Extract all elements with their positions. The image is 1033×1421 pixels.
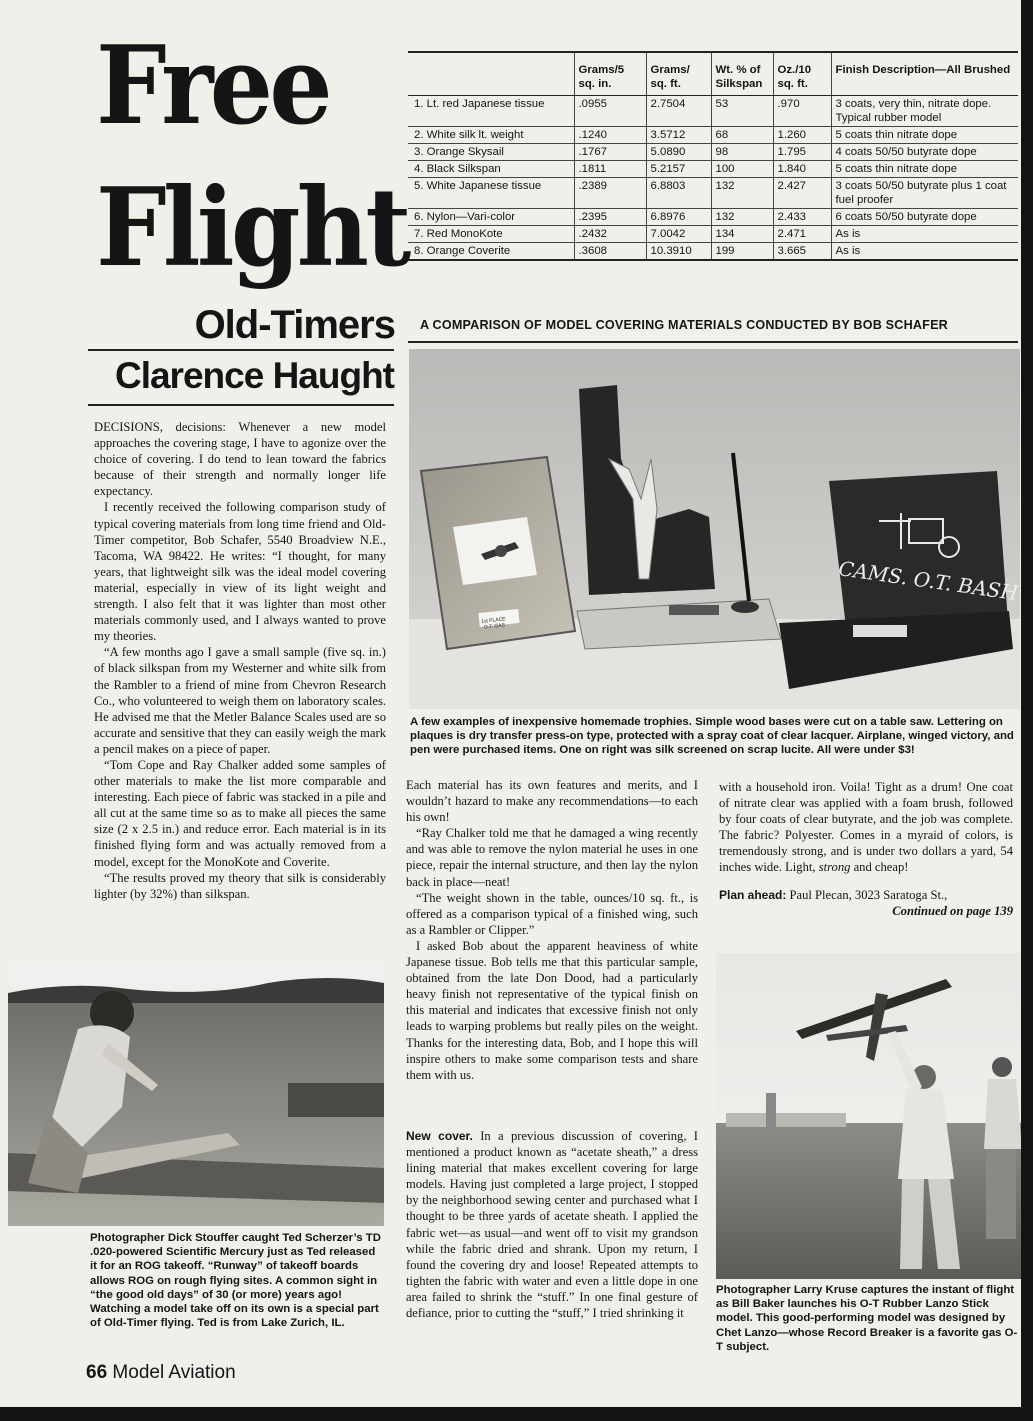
section-text: Paul Plecan, 3023 Saratoga St., — [789, 887, 948, 902]
material-name-cell: 4. Black Silkspan — [408, 161, 574, 178]
page-number: 66 — [86, 1362, 108, 1383]
table-cell: 2.427 — [773, 178, 831, 209]
plaque-text-2: O.T. GAS — [483, 622, 506, 631]
baker-caption: Photographer Larry Kruse captures the instant of flight as Bill Baker launches his O-T Rubber Lanzo Stick model. This good-performing model was designed by Chet Lanzo—whose Record Breaker is a favorite gas O-T subject. — [716, 1284, 1018, 1353]
table-row — [408, 127, 1018, 144]
table-caption: A COMPARISON OF MODEL COVERING MATERIALS CONDUCTED BY BOB SCHAFER — [420, 318, 948, 332]
table-cell: 132 — [711, 209, 773, 226]
table-cell: 100 — [711, 161, 773, 178]
table-cell: 6.8803 — [646, 178, 711, 209]
table-cell: .2389 — [574, 178, 646, 209]
table-cell: 3.665 — [773, 243, 831, 261]
continued-note: Continued on page 139 — [892, 903, 1013, 918]
table-row — [408, 226, 1018, 243]
table-cell: 1.795 — [773, 144, 831, 161]
table-row — [408, 161, 1018, 178]
table-cell: As is — [831, 243, 1018, 261]
article-column-1 — [94, 419, 386, 902]
table-cell: 132 — [711, 178, 773, 209]
paragraph: “The weight shown in the table, ounces/10 sq. ft., is offered as a comparison typical of a finished wing, such as a Rambler or Clipper.” — [406, 890, 698, 937]
table-row — [408, 144, 1018, 161]
table-cell: 53 — [711, 96, 773, 127]
plaque-text-1: 1st PLACE — [480, 616, 506, 625]
paragraph: “A few months ago I gave a small sample (five sq. in.) of black silkspan from my Westerner and white silk from the Rambler to a friend of mine from Chevron Research Co., who volunteered to weigh them on laboratory scales. He advised me that the Metler Balance Scales used are so accurate and sensitive that they can easily weigh the mark a pencil makes on a piece of paper. — [94, 645, 386, 756]
table-cell: 3.5712 — [646, 127, 711, 144]
paragraph — [719, 779, 1013, 876]
table-row — [408, 209, 1018, 226]
table-cell: 2.471 — [773, 226, 831, 243]
paragraph: “Tom Cope and Ray Chalker added some samples of other materials to make the list more comparable and interesting. Each piece of fabric was stacked in a pile and all cut at the same time so as to make all pieces the same size (2 x 2.5 in.) and reduce error. Each material is in its finished flying form and was actually removed from a model, except for the MonoKote and Coverite. — [94, 757, 386, 869]
table-header-row — [408, 52, 1018, 96]
article-column-2 — [406, 777, 698, 1083]
table-cell: 4 coats 50/50 butyrate dope — [831, 144, 1018, 161]
material-name-cell: 1. Lt. red Japanese tissue — [408, 96, 574, 127]
paragraph: I asked Bob about the apparent heaviness of white Japanese tissue. Bob tells me that this particular sample, obtained from the late Don Dood, had a particularly heavy finish not representative of the typical finish on this material and indicates that excessive finish not only leads to warping problems but really piles on the weight. Thanks for the interesting data, Bob, and I hope this will inspire others to make some comparison tests and share them with us. — [406, 938, 698, 1082]
table-header: Finish Description—All Brushed — [831, 52, 1018, 96]
table-cell: .1240 — [574, 127, 646, 144]
table-cell: 1.260 — [773, 127, 831, 144]
material-name-cell: 7. Red MonoKote — [408, 226, 574, 243]
section-heading: Plan ahead: — [719, 887, 787, 902]
table-cell: .970 — [773, 96, 831, 127]
divider — [408, 341, 1018, 343]
table-header: Grams/5 sq. in. — [574, 52, 646, 96]
trophies-caption: A few examples of inexpensive homemade trophies. Simple wood bases were cut on a table saw. Lettering on plaques is dry transfer press-on type, protected with a spray coat of clear lacquer. Airplane, winged victory, and pen were purchased items. One on right was silk screened on scrap lucite. All were under $3! — [410, 716, 1014, 757]
table-cell: .2395 — [574, 209, 646, 226]
table-cell: 10.3910 — [646, 243, 711, 261]
new-cover-section — [406, 1128, 698, 1321]
material-name-cell: 8. Orange Coverite — [408, 243, 574, 261]
table-header — [408, 52, 574, 96]
material-name-cell: 6. Nylon—Vari-color — [408, 209, 574, 226]
table-row — [408, 178, 1018, 209]
paragraph — [406, 1128, 698, 1321]
text-run: with a household iron. Voila! Tight as a drum! One coat of nitrate clear was applied with a foam brush, followed by four coats of clear butyrate, and the job was complete. The fabric? Polyester. Comes in a myraid of colors, is tremendously strong, and is under two dollars a yard, 54 inches wide. Light, — [719, 780, 1013, 875]
table-cell: 134 — [711, 226, 773, 243]
table-cell: .2432 — [574, 226, 646, 243]
section-heading: New cover. — [406, 1129, 473, 1143]
paragraph: “The results proved my theory that silk is considerably lighter (by 32%) than silkspan. — [94, 870, 386, 901]
table-cell: As is — [831, 226, 1018, 243]
cams-ot-bash-text: CAMS. O.T. BASH — [837, 556, 1020, 606]
material-name-cell: 3. Orange Skysail — [408, 144, 574, 161]
paragraph: “Ray Chalker told me that he damaged a wing recently and was able to remove the nylon material he uses in one piece, repair the internal structure, and then lay the nylon back in place—neat! — [406, 826, 698, 889]
table-cell: 5 coats thin nitrate dope — [831, 161, 1018, 178]
divider — [88, 349, 394, 351]
title-flight: Flight — [96, 165, 408, 291]
table-cell: 2.433 — [773, 209, 831, 226]
table-cell: 6 coats 50/50 butyrate dope — [831, 209, 1018, 226]
table-cell: 3 coats 50/50 butyrate plus 1 coat fuel proofer — [831, 178, 1018, 209]
table-cell: .1811 — [574, 161, 646, 178]
trophies-photo — [409, 349, 1020, 709]
table-cell: 5 coats thin nitrate dope — [831, 127, 1018, 144]
table-cell: 6.8976 — [646, 209, 711, 226]
magazine-name: Model Aviation — [112, 1362, 236, 1383]
table-cell: 5.0890 — [646, 144, 711, 161]
paragraph: I recently received the following comparison study of typical covering materials from long time friend and Old-Timer competitor, Bob Schafer, 5540 Broadview N.E., Tacoma, WA 98422. He writes: “I thought, for many years, that lightweight silk was the ideal model covering material, especially in view of its light weight and strength. I also felt that it was lighter than most other materials commonly used, and I always wanted to prove my theories. — [94, 500, 386, 644]
table-row — [408, 96, 1018, 127]
scherzer-photo — [8, 963, 384, 1226]
baker-photo — [716, 953, 1021, 1279]
table-cell: 7.0042 — [646, 226, 711, 243]
paragraph — [719, 887, 1013, 903]
divider — [88, 404, 394, 406]
material-name-cell: 5. White Japanese tissue — [408, 178, 574, 209]
title-old-timers: Old-Timers — [194, 303, 395, 347]
author-byline: Clarence Haught — [114, 355, 394, 396]
table-cell: 1.840 — [773, 161, 831, 178]
comparison-table — [408, 51, 1018, 261]
table-cell: 3 coats, very thin, nitrate dope. Typical rubber model — [831, 96, 1018, 127]
table-cell: .1767 — [574, 144, 646, 161]
title-free: Free — [96, 23, 329, 149]
table-cell: 5.2157 — [646, 161, 711, 178]
table-row — [408, 243, 1018, 261]
article-column-3 — [719, 779, 1013, 919]
paragraph: Each material has its own features and merits, and I wouldn’t hazard to make any recommendations—to each his own! — [406, 778, 698, 825]
table-cell: 68 — [711, 127, 773, 144]
table-header: Oz./10 sq. ft. — [773, 52, 831, 96]
paragraph: DECISIONS, decisions: Whenever a new model approaches the covering stage, I have to agonize over the choice of covering. I do tend to lean toward the fabrics because of their strength and normally longer life expectancy. — [94, 420, 386, 499]
table-cell: 2.7504 — [646, 96, 711, 127]
table-header: Wt. % of Silkspan — [711, 52, 773, 96]
table-cell: .0955 — [574, 96, 646, 127]
table-cell: 199 — [711, 243, 773, 261]
material-name-cell: 2. White silk lt. weight — [408, 127, 574, 144]
page-footer — [86, 1362, 236, 1384]
section-text: In a previous discussion of covering, I mentioned a product known as “acetate sheath,” a dress lining material that makes excellent covering for large models. Having just completed a large project, I stopped by the neighborhood sewing center and purchased what I thought to be three yards of acetate sheath. I applied the fabric wet—as usual—and went off to visit my grandson while the fabric dried and shrank. Upon my return, I found the covering dry and loose! Repeated attempts to tighten the fabric with water and even a little dope in one area failed to shrink the “stuff.” In one final gesture of defiance, prior to cutting the “stuff,” I tried shrinking it — [406, 1129, 698, 1321]
scherzer-caption: Photographer Dick Stouffer caught Ted Scherzer’s TD .020-powered Scientific Mercury just as Ted released it for an ROG takeoff. “Runway” of takeoff boards allows ROG on rough flying sites. A common sight in “the good old days” of 30 (or more) years ago! Watching a model take off on its own is a special part of Old-Timer flying. Ted is from Lake Zurich, IL. — [90, 1232, 381, 1330]
table-header: Grams/ sq. ft. — [646, 52, 711, 96]
emphasis: strong — [818, 860, 851, 875]
table-cell: .3608 — [574, 243, 646, 261]
text-run: and cheap! — [853, 860, 909, 875]
table-cell: 98 — [711, 144, 773, 161]
